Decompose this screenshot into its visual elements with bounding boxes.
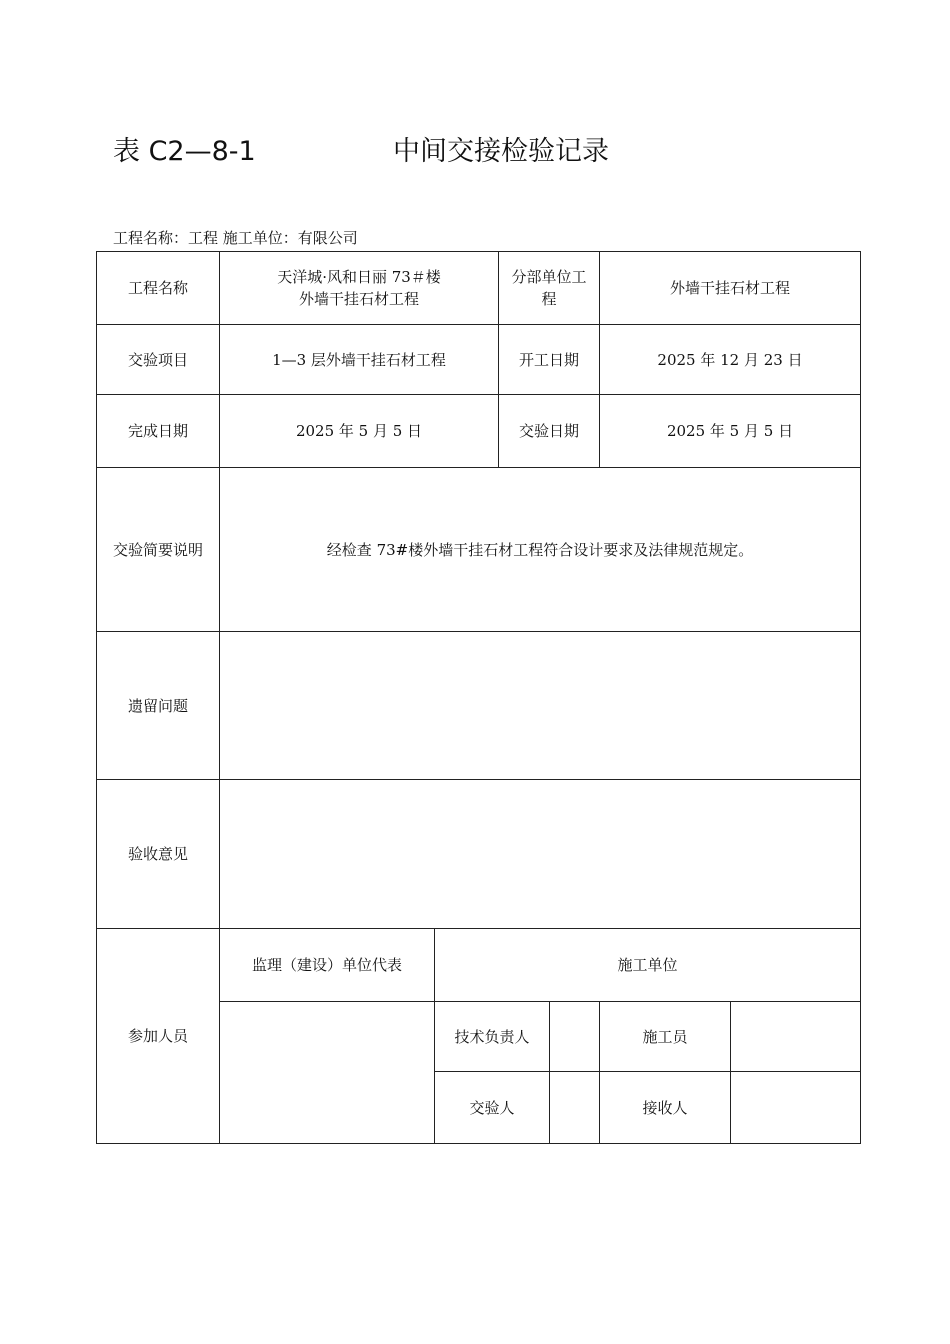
receiver-label: 接收人: [600, 1072, 731, 1144]
handover-person-signature-cell: [550, 1072, 600, 1144]
issues-value: [220, 632, 861, 780]
tech-lead-label: 技术负责人: [435, 1002, 550, 1072]
page-title: 中间交接检验记录: [393, 136, 609, 167]
supervisor-label: 监理（建设）单位代表: [220, 929, 435, 1002]
handover-date-value: 2025 年 5 月 5 日: [600, 395, 861, 468]
project-name-label: 工程名称: [97, 252, 220, 325]
table-row: [97, 632, 861, 780]
issues-label: 遗留问题: [97, 632, 220, 780]
subdivision-label: 分部单位工程: [499, 252, 600, 325]
inspection-item-value: 1—3 层外墙干挂石材工程: [220, 325, 499, 395]
project-name-value: 天洋城·风和日丽 73＃楼 外墙干挂石材工程: [220, 252, 499, 325]
handover-person-label: 交验人: [435, 1072, 550, 1144]
finish-date-label: 完成日期: [97, 395, 220, 468]
supervisor-signature-cell: [220, 1002, 435, 1144]
table-row: [97, 252, 861, 325]
start-date-value: 2025 年 12 月 23 日: [600, 325, 861, 395]
table-row: [97, 929, 861, 1002]
constructor-signature-cell: [731, 1002, 861, 1072]
summary-value: 经检查 73#楼外墙干挂石材工程符合设计要求及法律规范规定。: [220, 468, 861, 632]
table-row: [97, 395, 861, 468]
acceptance-value: [220, 780, 861, 929]
finish-date-value: 2025 年 5 月 5 日: [220, 395, 499, 468]
constructor-label: 施工员: [600, 1002, 731, 1072]
subdivision-value: 外墙干挂石材工程: [600, 252, 861, 325]
table-row: [97, 780, 861, 929]
participants-label: 参加人员: [97, 929, 220, 1144]
table-row: [97, 325, 861, 395]
project-info-line: 工程名称：工程 施工单位：有限公司: [113, 229, 358, 247]
inspection-item-label: 交验项目: [97, 325, 220, 395]
receiver-signature-cell: [731, 1072, 861, 1144]
handover-date-label: 交验日期: [499, 395, 600, 468]
tech-lead-signature-cell: [550, 1002, 600, 1072]
start-date-label: 开工日期: [499, 325, 600, 395]
table-row: [97, 468, 861, 632]
contractor-label: 施工单位: [435, 929, 861, 1002]
acceptance-label: 验收意见: [97, 780, 220, 929]
inspection-record-table: [96, 251, 861, 1144]
form-code: 表 C2—8-1: [113, 136, 256, 167]
summary-label: 交验简要说明: [97, 468, 220, 632]
